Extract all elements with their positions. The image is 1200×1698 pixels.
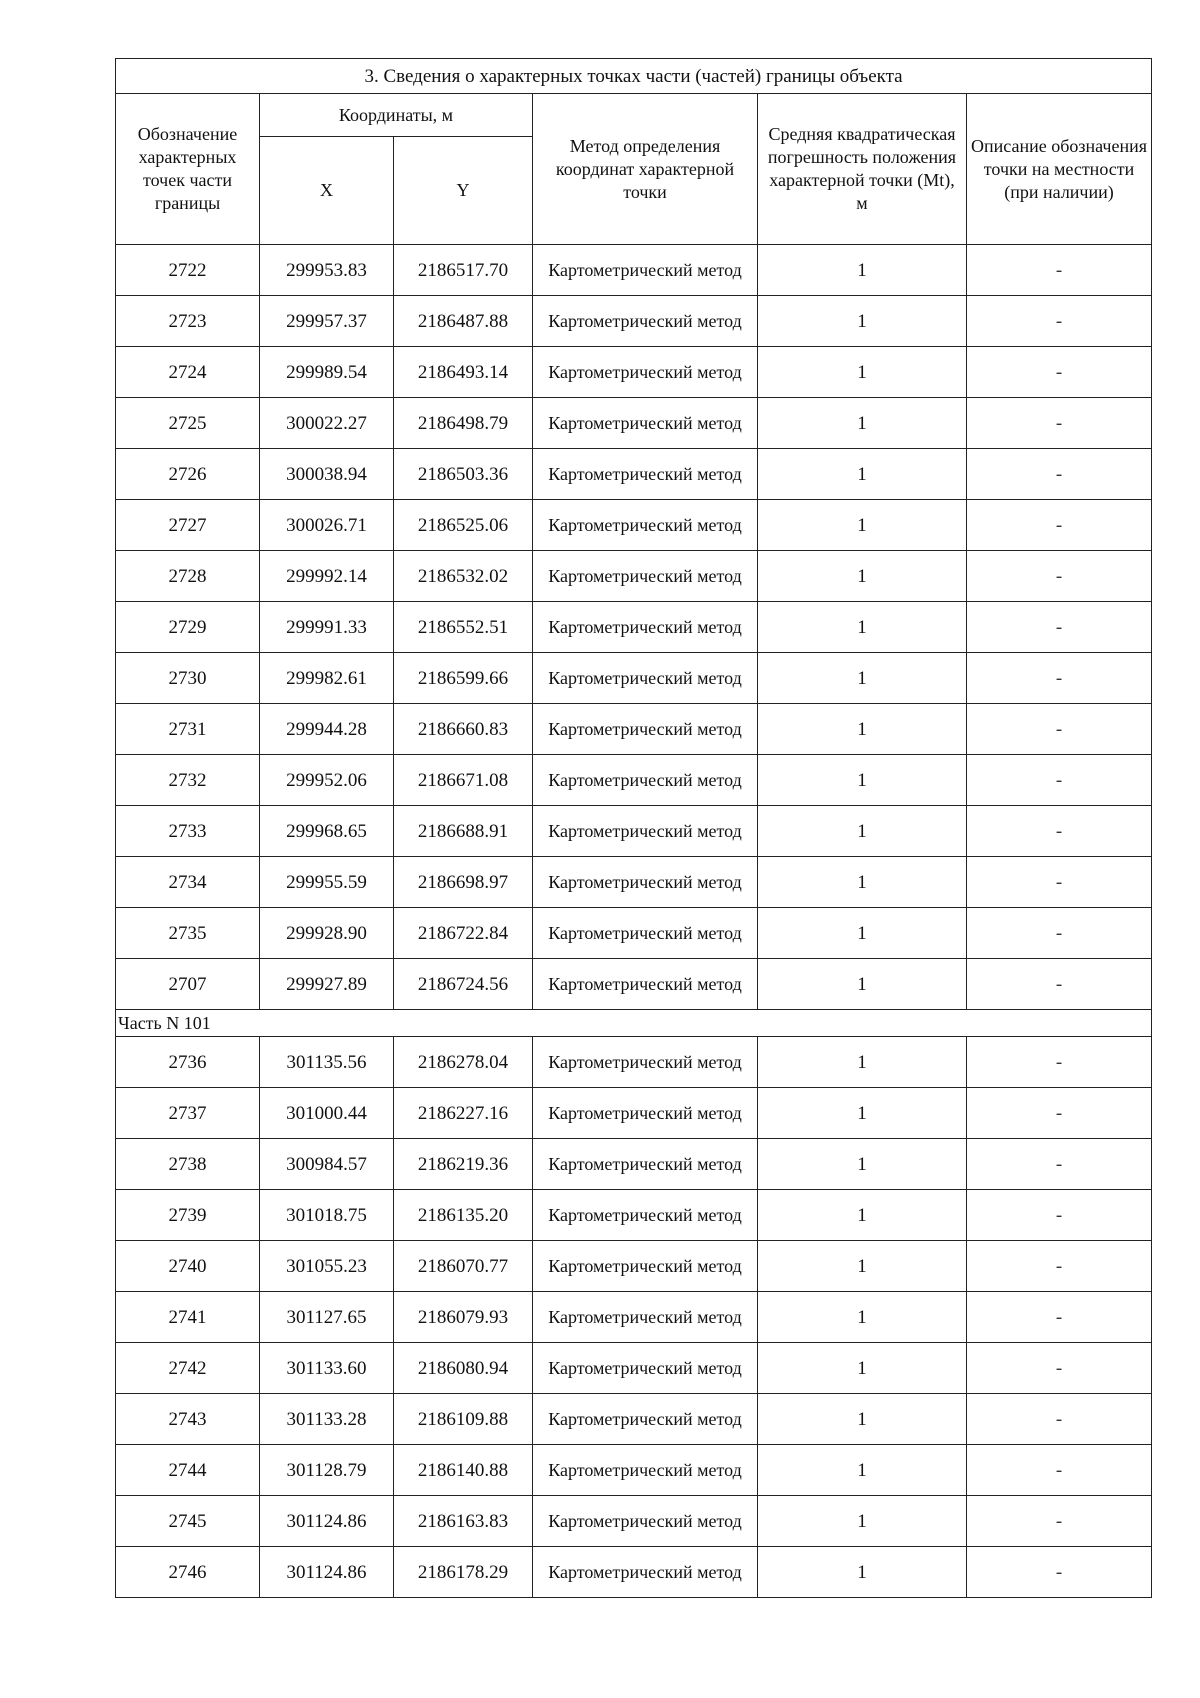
cell-method: Картометрический метод <box>533 806 758 857</box>
cell-y: 2186722.84 <box>394 908 533 959</box>
cell-x: 299955.59 <box>260 857 394 908</box>
table-row <box>116 449 1152 500</box>
cell-point: 2725 <box>116 398 260 449</box>
cell-y: 2186503.36 <box>394 449 533 500</box>
cell-point: 2736 <box>116 1037 260 1088</box>
cell-point: 2735 <box>116 908 260 959</box>
cell-x: 299928.90 <box>260 908 394 959</box>
cell-method: Картометрический метод <box>533 959 758 1010</box>
cell-method: Картометрический метод <box>533 500 758 551</box>
cell-y: 2186517.70 <box>394 245 533 296</box>
cell-method: Картометрический метод <box>533 1190 758 1241</box>
cell-y: 2186671.08 <box>394 755 533 806</box>
cell-y: 2186688.91 <box>394 806 533 857</box>
boundary-points-table <box>115 58 1152 1598</box>
cell-error: 1 <box>758 1445 967 1496</box>
cell-y: 2186135.20 <box>394 1190 533 1241</box>
cell-point: 2727 <box>116 500 260 551</box>
table-row <box>116 347 1152 398</box>
section-title: 3. Сведения о характерных точках части (частей) границы объекта <box>116 59 1152 94</box>
cell-y: 2186532.02 <box>394 551 533 602</box>
cell-error: 1 <box>758 1394 967 1445</box>
cell-error: 1 <box>758 245 967 296</box>
cell-error: 1 <box>758 653 967 704</box>
cell-method: Картометрический метод <box>533 347 758 398</box>
header-error: Средняя квадратическая погрешность положения характерной точки (Mt), м <box>758 94 967 245</box>
table-row <box>116 704 1152 755</box>
cell-description: - <box>967 1394 1152 1445</box>
part-label: Часть N 101 <box>116 1010 1152 1037</box>
cell-method: Картометрический метод <box>533 857 758 908</box>
cell-point: 2724 <box>116 347 260 398</box>
cell-x: 301127.65 <box>260 1292 394 1343</box>
cell-point: 2740 <box>116 1241 260 1292</box>
cell-x: 300038.94 <box>260 449 394 500</box>
cell-method: Картометрический метод <box>533 755 758 806</box>
cell-description: - <box>967 296 1152 347</box>
table-row <box>116 1037 1152 1088</box>
cell-x: 301018.75 <box>260 1190 394 1241</box>
cell-x: 299968.65 <box>260 806 394 857</box>
cell-method: Картометрический метод <box>533 1037 758 1088</box>
cell-x: 301133.28 <box>260 1394 394 1445</box>
cell-error: 1 <box>758 398 967 449</box>
cell-x: 299989.54 <box>260 347 394 398</box>
cell-point: 2746 <box>116 1547 260 1598</box>
table-row <box>116 602 1152 653</box>
cell-point: 2741 <box>116 1292 260 1343</box>
cell-description: - <box>967 500 1152 551</box>
cell-point: 2742 <box>116 1343 260 1394</box>
part-separator-row <box>116 1010 1152 1037</box>
cell-y: 2186552.51 <box>394 602 533 653</box>
table-row <box>116 398 1152 449</box>
cell-x: 300984.57 <box>260 1139 394 1190</box>
header-y: Y <box>394 137 533 245</box>
header-x: X <box>260 137 394 245</box>
table-row <box>116 1190 1152 1241</box>
cell-x: 299927.89 <box>260 959 394 1010</box>
cell-y: 2186079.93 <box>394 1292 533 1343</box>
cell-x: 301000.44 <box>260 1088 394 1139</box>
cell-method: Картометрический метод <box>533 653 758 704</box>
cell-description: - <box>967 398 1152 449</box>
cell-error: 1 <box>758 347 967 398</box>
cell-y: 2186599.66 <box>394 653 533 704</box>
table-row <box>116 245 1152 296</box>
cell-point: 2738 <box>116 1139 260 1190</box>
cell-method: Картометрический метод <box>533 398 758 449</box>
cell-x: 299991.33 <box>260 602 394 653</box>
cell-error: 1 <box>758 1241 967 1292</box>
cell-y: 2186178.29 <box>394 1547 533 1598</box>
cell-error: 1 <box>758 1037 967 1088</box>
cell-error: 1 <box>758 1547 967 1598</box>
header-point: Обозначение характерных точек части границы <box>116 94 260 245</box>
cell-method: Картометрический метод <box>533 296 758 347</box>
table-body-part-a <box>116 245 1152 1010</box>
cell-x: 301133.60 <box>260 1343 394 1394</box>
cell-method: Картометрический метод <box>533 602 758 653</box>
cell-method: Картометрический метод <box>533 1292 758 1343</box>
cell-point: 2733 <box>116 806 260 857</box>
cell-error: 1 <box>758 1343 967 1394</box>
table-row <box>116 1496 1152 1547</box>
cell-description: - <box>967 1190 1152 1241</box>
cell-x: 299992.14 <box>260 551 394 602</box>
table-row <box>116 806 1152 857</box>
table-row <box>116 1547 1152 1598</box>
cell-description: - <box>967 1547 1152 1598</box>
cell-error: 1 <box>758 500 967 551</box>
cell-description: - <box>967 449 1152 500</box>
cell-error: 1 <box>758 1088 967 1139</box>
cell-description: - <box>967 1292 1152 1343</box>
cell-error: 1 <box>758 1190 967 1241</box>
cell-y: 2186525.06 <box>394 500 533 551</box>
header-coordinates: Координаты, м <box>260 94 533 137</box>
cell-x: 299982.61 <box>260 653 394 704</box>
cell-y: 2186498.79 <box>394 398 533 449</box>
cell-y: 2186278.04 <box>394 1037 533 1088</box>
cell-point: 2743 <box>116 1394 260 1445</box>
cell-point: 2734 <box>116 857 260 908</box>
cell-y: 2186698.97 <box>394 857 533 908</box>
cell-point: 2730 <box>116 653 260 704</box>
cell-x: 301055.23 <box>260 1241 394 1292</box>
cell-point: 2744 <box>116 1445 260 1496</box>
cell-method: Картометрический метод <box>533 1394 758 1445</box>
cell-description: - <box>967 602 1152 653</box>
cell-point: 2726 <box>116 449 260 500</box>
cell-method: Картометрический метод <box>533 1445 758 1496</box>
cell-x: 300022.27 <box>260 398 394 449</box>
table-row <box>116 755 1152 806</box>
cell-method: Картометрический метод <box>533 1547 758 1598</box>
cell-method: Картометрический метод <box>533 1088 758 1139</box>
cell-error: 1 <box>758 551 967 602</box>
cell-point: 2737 <box>116 1088 260 1139</box>
table-row <box>116 1088 1152 1139</box>
cell-x: 301128.79 <box>260 1445 394 1496</box>
cell-method: Картометрический метод <box>533 449 758 500</box>
table-row <box>116 857 1152 908</box>
cell-method: Картометрический метод <box>533 245 758 296</box>
cell-x: 299953.83 <box>260 245 394 296</box>
cell-error: 1 <box>758 449 967 500</box>
header-description: Описание обозначения точки на местности (при наличии) <box>967 94 1152 245</box>
cell-method: Картометрический метод <box>533 551 758 602</box>
cell-y: 2186163.83 <box>394 1496 533 1547</box>
cell-y: 2186070.77 <box>394 1241 533 1292</box>
table-row <box>116 959 1152 1010</box>
cell-point: 2745 <box>116 1496 260 1547</box>
cell-y: 2186487.88 <box>394 296 533 347</box>
cell-point: 2728 <box>116 551 260 602</box>
cell-y: 2186219.36 <box>394 1139 533 1190</box>
cell-description: - <box>967 908 1152 959</box>
cell-error: 1 <box>758 1496 967 1547</box>
cell-description: - <box>967 806 1152 857</box>
table-row <box>116 908 1152 959</box>
cell-y: 2186109.88 <box>394 1394 533 1445</box>
cell-description: - <box>967 755 1152 806</box>
cell-method: Картометрический метод <box>533 704 758 755</box>
cell-error: 1 <box>758 1292 967 1343</box>
cell-description: - <box>967 1445 1152 1496</box>
cell-error: 1 <box>758 296 967 347</box>
cell-description: - <box>967 1343 1152 1394</box>
cell-description: - <box>967 1088 1152 1139</box>
table-row <box>116 1445 1152 1496</box>
cell-description: - <box>967 959 1152 1010</box>
cell-x: 299952.06 <box>260 755 394 806</box>
cell-method: Картометрический метод <box>533 1241 758 1292</box>
cell-description: - <box>967 1139 1152 1190</box>
cell-error: 1 <box>758 755 967 806</box>
cell-description: - <box>967 857 1152 908</box>
cell-point: 2739 <box>116 1190 260 1241</box>
cell-description: - <box>967 1241 1152 1292</box>
cell-description: - <box>967 347 1152 398</box>
cell-error: 1 <box>758 959 967 1010</box>
cell-error: 1 <box>758 908 967 959</box>
cell-description: - <box>967 245 1152 296</box>
cell-error: 1 <box>758 602 967 653</box>
cell-method: Картометрический метод <box>533 1139 758 1190</box>
cell-x: 299957.37 <box>260 296 394 347</box>
cell-description: - <box>967 1037 1152 1088</box>
cell-error: 1 <box>758 704 967 755</box>
cell-x: 299944.28 <box>260 704 394 755</box>
cell-x: 301135.56 <box>260 1037 394 1088</box>
document-page <box>115 58 1151 1598</box>
table-row <box>116 296 1152 347</box>
cell-x: 300026.71 <box>260 500 394 551</box>
cell-point: 2723 <box>116 296 260 347</box>
cell-error: 1 <box>758 857 967 908</box>
cell-y: 2186660.83 <box>394 704 533 755</box>
cell-x: 301124.86 <box>260 1547 394 1598</box>
table-row <box>116 551 1152 602</box>
cell-description: - <box>967 653 1152 704</box>
cell-point: 2707 <box>116 959 260 1010</box>
cell-y: 2186140.88 <box>394 1445 533 1496</box>
cell-y: 2186493.14 <box>394 347 533 398</box>
table-row <box>116 1241 1152 1292</box>
table-row <box>116 1292 1152 1343</box>
cell-error: 1 <box>758 806 967 857</box>
table-row <box>116 1343 1152 1394</box>
cell-point: 2731 <box>116 704 260 755</box>
cell-error: 1 <box>758 1139 967 1190</box>
cell-description: - <box>967 1496 1152 1547</box>
cell-method: Картометрический метод <box>533 908 758 959</box>
cell-method: Картометрический метод <box>533 1343 758 1394</box>
cell-x: 301124.86 <box>260 1496 394 1547</box>
cell-point: 2729 <box>116 602 260 653</box>
cell-description: - <box>967 551 1152 602</box>
table-row <box>116 1394 1152 1445</box>
cell-y: 2186227.16 <box>394 1088 533 1139</box>
cell-point: 2732 <box>116 755 260 806</box>
table-row <box>116 500 1152 551</box>
cell-method: Картометрический метод <box>533 1496 758 1547</box>
cell-y: 2186724.56 <box>394 959 533 1010</box>
cell-point: 2722 <box>116 245 260 296</box>
header-method: Метод определения координат характерной точки <box>533 94 758 245</box>
table-body-part-b <box>116 1037 1152 1598</box>
cell-description: - <box>967 704 1152 755</box>
cell-y: 2186080.94 <box>394 1343 533 1394</box>
table-row <box>116 653 1152 704</box>
table-row <box>116 1139 1152 1190</box>
